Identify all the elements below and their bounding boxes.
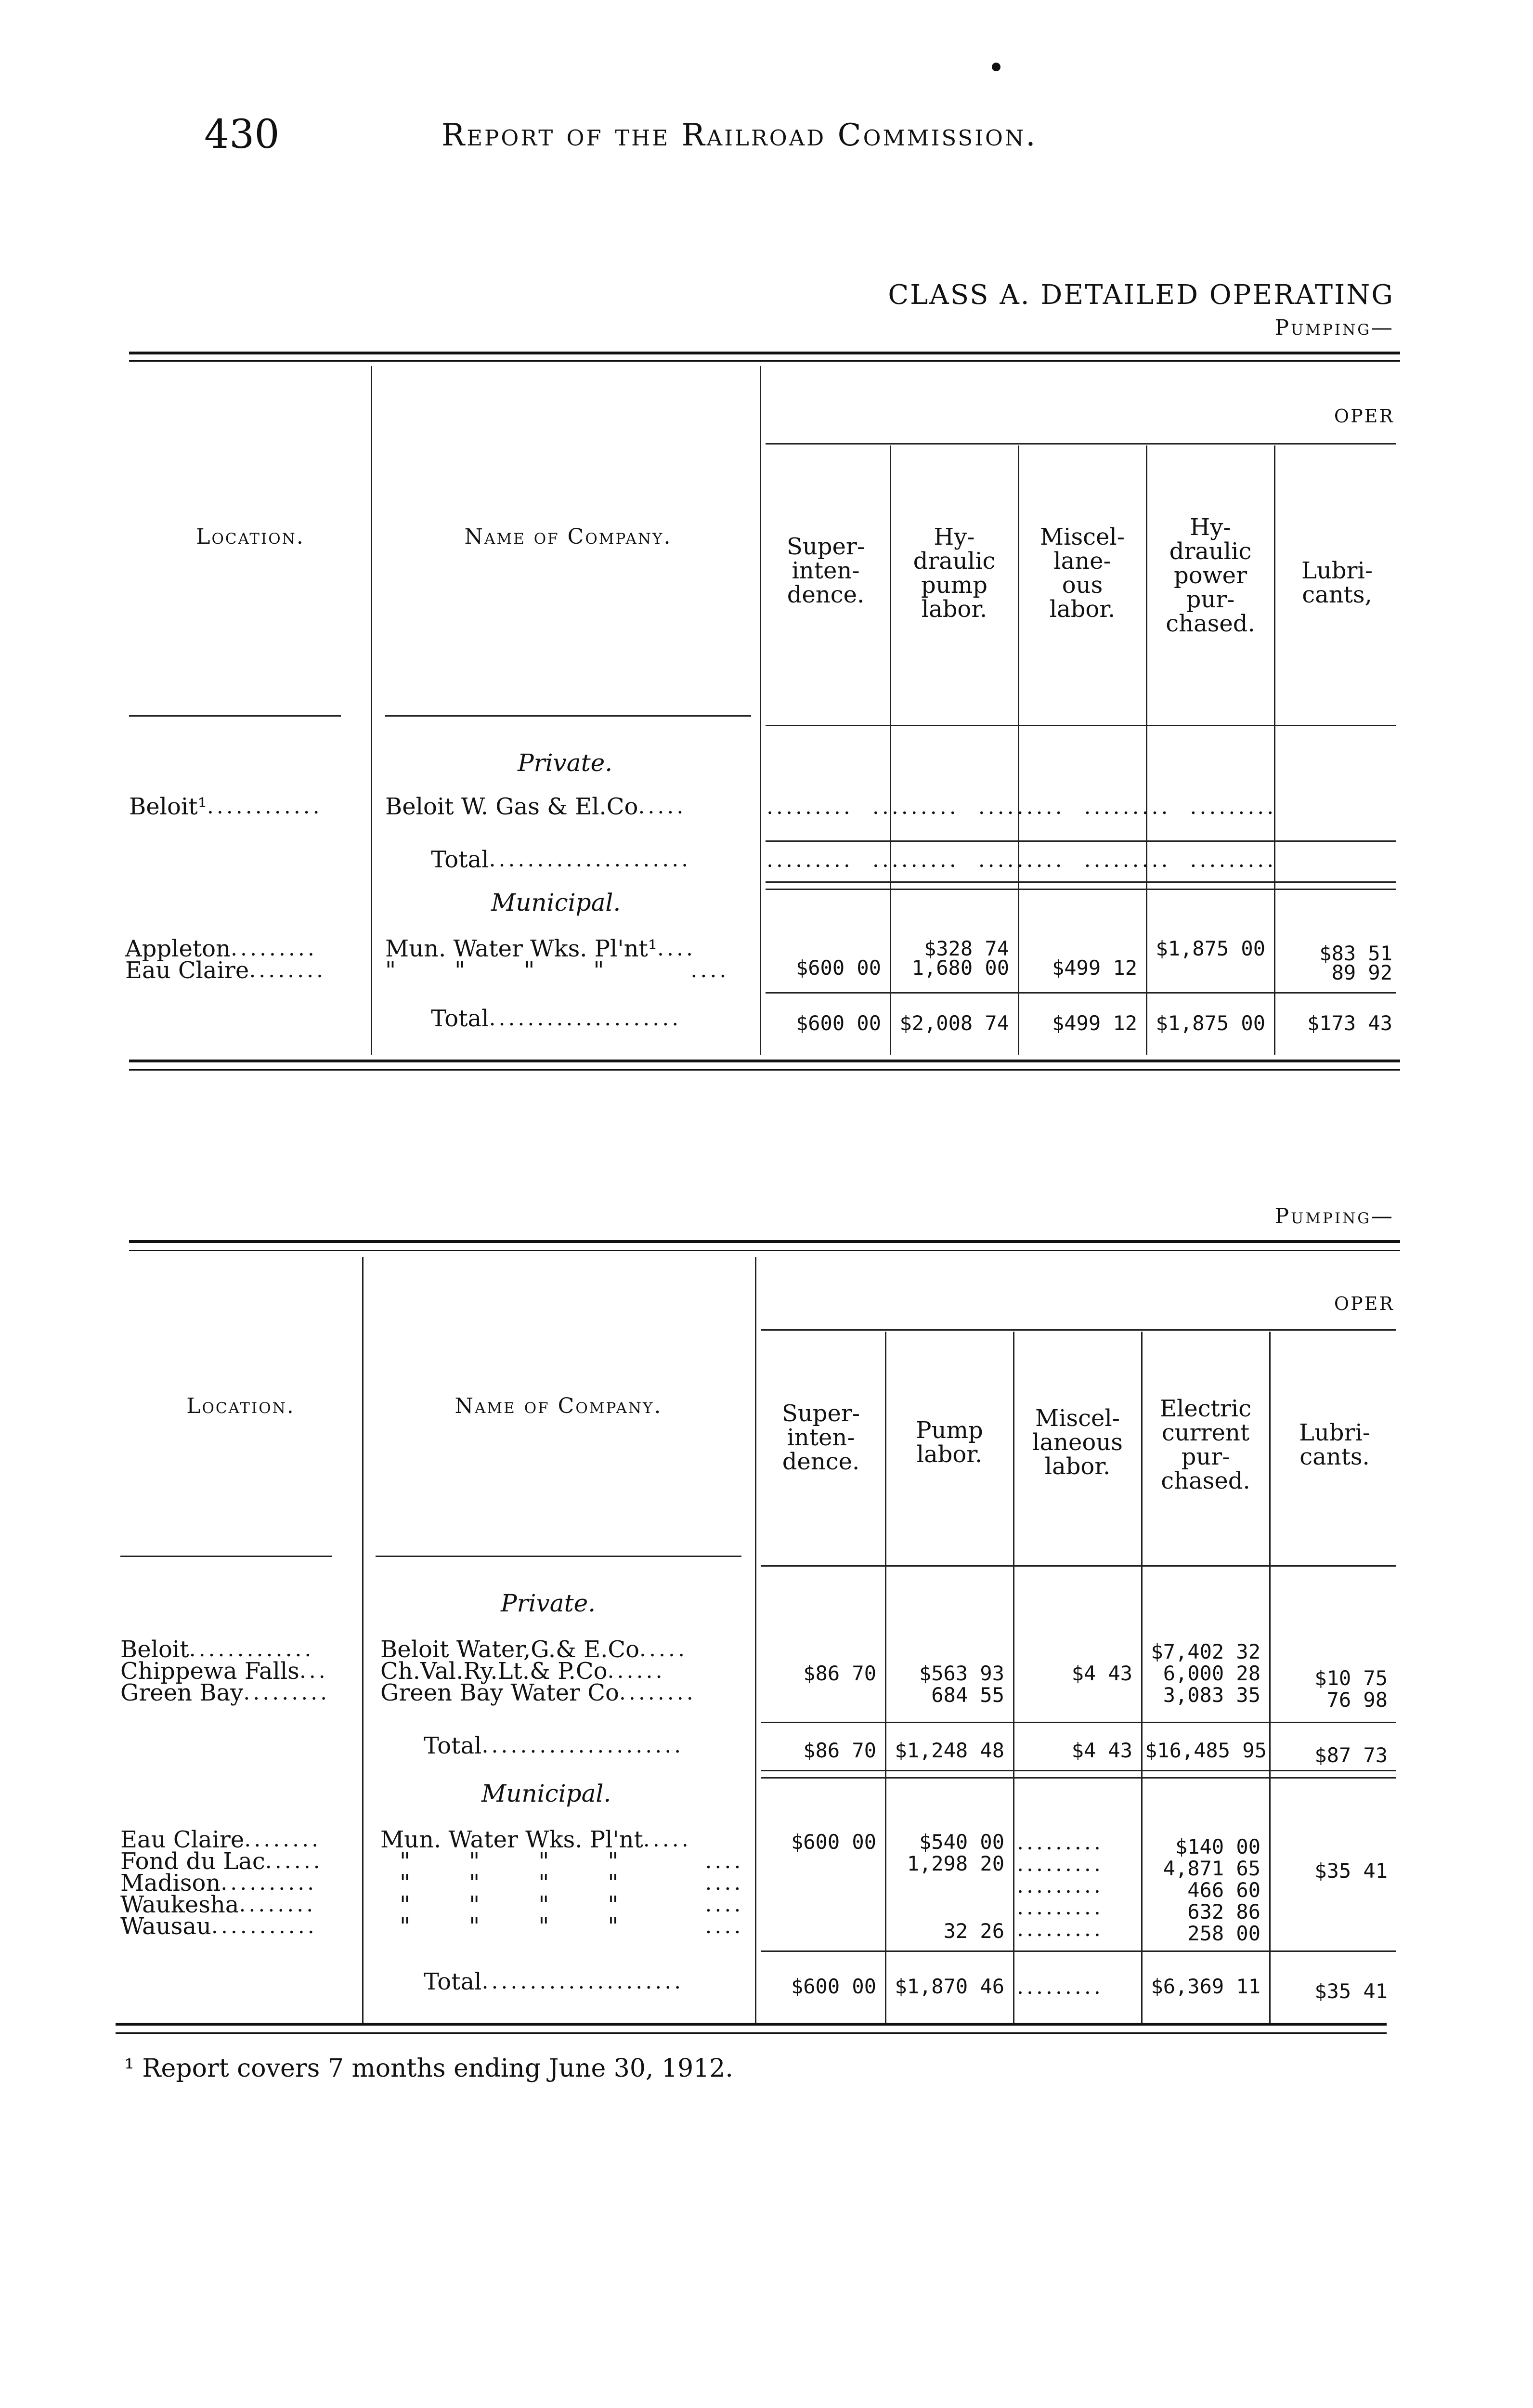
table1-total-cell: $173 43 bbox=[1307, 1011, 1392, 1035]
table2-cell: $4 43 bbox=[1071, 1662, 1132, 1685]
table1-cell: $600 00 bbox=[795, 956, 881, 980]
table1-divider-col1 bbox=[890, 445, 891, 1055]
table2-divider-company bbox=[755, 1257, 756, 2023]
table2-col-superintendence-header: Super- inten- dence. bbox=[781, 1400, 860, 1475]
table2-top-rule-2 bbox=[129, 1250, 1400, 1251]
table1-section-label: Pumping— bbox=[1274, 315, 1394, 340]
table2-cell: $86 70 bbox=[803, 1662, 876, 1685]
table2-cell: $10 75 bbox=[1314, 1666, 1388, 1690]
table2-col-pump-labor-header: Pump labor. bbox=[916, 1417, 983, 1468]
table2-cell: 632 86 bbox=[1187, 1900, 1260, 1924]
table2-private-label: Private. bbox=[501, 1589, 596, 1617]
table2-cell: 76 98 bbox=[1326, 1688, 1388, 1712]
table1-top-rule bbox=[129, 352, 1400, 354]
table1-cell: $499 12 bbox=[1052, 956, 1137, 980]
table1-private-total-empty: ......... ......... ......... ......... ......... bbox=[766, 848, 1277, 872]
table1-municipal-sum-rule bbox=[766, 992, 1396, 994]
table2-divider-col3 bbox=[1141, 1332, 1143, 2023]
table2-cell: $140 00 bbox=[1175, 1835, 1260, 1858]
running-head: Report of the Railroad Commission. bbox=[442, 118, 1038, 153]
table1-total-cell: $499 12 bbox=[1052, 1011, 1137, 1035]
table2-cell: 4,871 65 bbox=[1163, 1857, 1260, 1880]
table1-col-misc-labor-header: Miscel- lane- ous labor. bbox=[1040, 523, 1125, 623]
table1-row-empty-cells: ......... ......... ......... ......... ......... bbox=[766, 795, 1277, 819]
table1-private-sum-rule bbox=[766, 840, 1396, 842]
table2-row-company: " " " " .... bbox=[400, 1870, 744, 1897]
table1-row-location: Appleton ......... bbox=[125, 935, 317, 962]
table2-divider-col4 bbox=[1269, 1332, 1271, 2023]
table1-cell: $328 74 bbox=[923, 937, 1009, 960]
table2-total-empty: ......... bbox=[1017, 1975, 1104, 1999]
table1-municipal-total-label: Total .................... bbox=[431, 1005, 682, 1032]
table2-cell: 684 55 bbox=[931, 1683, 1004, 1707]
table1-private-total-rule bbox=[766, 881, 1396, 883]
table2-col-lubricants-header: Lubri- cants. bbox=[1299, 1419, 1371, 1470]
table2-private-total-label: Total ..................... bbox=[424, 1732, 684, 1759]
table2-misc-labor-empty: ......... bbox=[1017, 1852, 1104, 1876]
table2-header-rule-b bbox=[376, 1556, 741, 1557]
table1-group-label: OPER bbox=[1334, 406, 1394, 427]
table2-total-cell: $35 41 bbox=[1314, 1979, 1388, 2003]
table2-cell: $563 93 bbox=[919, 1662, 1004, 1685]
table2-row-company: " " " " .... bbox=[400, 1913, 744, 1940]
table2-total-cell: $86 70 bbox=[803, 1739, 876, 1762]
table2-company-header: Name of Company. bbox=[455, 1394, 663, 1418]
table1-cell: $1,875 00 bbox=[1156, 937, 1265, 960]
table2-top-rule bbox=[129, 1240, 1400, 1243]
table1-col-lubricants-header: Lubri- cants, bbox=[1301, 557, 1373, 608]
table2-row-location: Fond du Lac ...... bbox=[120, 1848, 323, 1875]
table1-header-rule-c bbox=[766, 725, 1396, 726]
table2-total-cell: $4 43 bbox=[1071, 1739, 1132, 1762]
table1-divider-location bbox=[371, 366, 372, 1055]
table1-divider-col4 bbox=[1274, 445, 1275, 1055]
table2-header-rule-c bbox=[761, 1565, 1396, 1567]
table2-cell: $7,402 32 bbox=[1151, 1640, 1260, 1663]
table2-divider-col1 bbox=[885, 1332, 886, 2023]
table2-row-company: Ch.Val.Ry.Lt.& P.Co ...... bbox=[380, 1658, 665, 1685]
table2-misc-labor-empty: ......... bbox=[1017, 1917, 1104, 1941]
table1-municipal-label: Municipal. bbox=[491, 889, 621, 916]
table1-private-total-rule-2 bbox=[766, 889, 1396, 890]
table1-col-hydraulic-power-header: Hy- draulic power pur- chased. bbox=[1166, 514, 1255, 637]
table2-location-header: Location. bbox=[186, 1394, 295, 1418]
table2-row-location: Beloit ............. bbox=[120, 1636, 314, 1663]
table2-row-location: Wausau ........... bbox=[120, 1913, 317, 1940]
table2-misc-labor-empty: ......... bbox=[1017, 1873, 1104, 1898]
table1-row-company: Mun. Water Wks. Pl'nt¹ .... bbox=[385, 935, 696, 962]
table1-row-company: Beloit W. Gas & El.Co ..... bbox=[385, 793, 687, 820]
table1-bottom-rule-2 bbox=[129, 1069, 1400, 1071]
table2-private-sum-rule bbox=[761, 1722, 1396, 1723]
table2-municipal-sum-rule bbox=[761, 1950, 1396, 1952]
table2-cell: 258 00 bbox=[1187, 1922, 1260, 1945]
table2-row-company: Mun. Water Wks. Pl'nt ..... bbox=[380, 1826, 691, 1853]
table1-top-rule-2 bbox=[129, 360, 1400, 362]
table2-section-label: Pumping— bbox=[1274, 1204, 1394, 1229]
table2-group-underline bbox=[761, 1329, 1396, 1331]
table1-divider-col3 bbox=[1146, 445, 1147, 1055]
table2-row-location: Chippewa Falls ... bbox=[120, 1658, 328, 1685]
table2-total-cell: $6,369 11 bbox=[1151, 1975, 1260, 1998]
table1-group-underline bbox=[766, 443, 1396, 445]
table1-divider-company bbox=[760, 366, 761, 1055]
table2-cell: $35 41 bbox=[1314, 1859, 1388, 1883]
table1-row-location: Beloit¹ ............ bbox=[129, 793, 323, 820]
table1-divider-col2 bbox=[1018, 445, 1019, 1055]
ink-speck bbox=[992, 63, 1000, 71]
table2-header-rule-a bbox=[120, 1556, 332, 1557]
table1-location-header: Location. bbox=[196, 524, 305, 549]
table2-cell: 1,298 20 bbox=[907, 1852, 1004, 1875]
table2-cell: 32 26 bbox=[943, 1919, 1004, 1943]
table1-private-total-label: Total ..................... bbox=[431, 846, 691, 873]
table2-row-location: Green Bay ......... bbox=[120, 1679, 330, 1706]
table1-cell: 89 92 bbox=[1331, 961, 1392, 984]
table1-col-hydraulic-pump-labor-header: Hy- draulic pump labor. bbox=[913, 523, 996, 623]
table1-total-cell: $1,875 00 bbox=[1156, 1011, 1265, 1035]
table2-row-location: Waukesha ........ bbox=[120, 1891, 316, 1918]
table1-header-rule-b bbox=[385, 715, 751, 717]
table2-row-company: " " " " .... bbox=[400, 1891, 744, 1918]
table2-col-misc-labor-header: Miscel- laneous labor. bbox=[1032, 1405, 1123, 1480]
table1-bottom-rule bbox=[129, 1060, 1400, 1062]
table2-bottom-rule bbox=[116, 2023, 1387, 2026]
table2-total-cell: $16,485 95 bbox=[1145, 1739, 1267, 1762]
table2-divider-location bbox=[362, 1257, 364, 2023]
table2-cell: 6,000 28 bbox=[1163, 1662, 1260, 1685]
table2-private-total-rule bbox=[761, 1770, 1396, 1771]
table2-row-company: " " " " .... bbox=[400, 1848, 744, 1875]
table1-row-location: Eau Claire ........ bbox=[125, 957, 326, 984]
table2-total-cell: $87 73 bbox=[1314, 1743, 1388, 1767]
table2-cell: $540 00 bbox=[919, 1830, 1004, 1854]
page-number: 430 bbox=[204, 112, 280, 157]
table2-misc-labor-empty: ......... bbox=[1017, 1895, 1104, 1920]
table2-group-label: OPER bbox=[1334, 1293, 1394, 1314]
table1-row-company: " " " " .... bbox=[385, 957, 729, 984]
table2-municipal-label: Municipal. bbox=[481, 1780, 611, 1807]
table2-row-company: Beloit Water,G.& E.Co ..... bbox=[380, 1636, 688, 1663]
table2-cell: 466 60 bbox=[1187, 1878, 1260, 1902]
table2-municipal-total-label: Total ..................... bbox=[424, 1968, 684, 1995]
table2-cell: $600 00 bbox=[791, 1830, 876, 1854]
table1-total-cell: $600 00 bbox=[795, 1011, 881, 1035]
table2-row-location: Eau Claire ........ bbox=[120, 1826, 322, 1853]
table2-total-cell: $1,870 46 bbox=[895, 1975, 1004, 1998]
table2-total-cell: $1,248 48 bbox=[895, 1739, 1004, 1762]
footnote: ¹ Report covers 7 months ending June 30, 1912. bbox=[124, 2054, 733, 2083]
table2-misc-labor-empty: ......... bbox=[1017, 1830, 1104, 1855]
table1-cell: $83 51 bbox=[1319, 942, 1392, 965]
table2-col-electric-current-header: Electric current pur- chased. bbox=[1159, 1395, 1252, 1494]
table1-cell: 1,680 00 bbox=[911, 956, 1009, 980]
table2-cell: 3,083 35 bbox=[1163, 1683, 1260, 1707]
table2-divider-col2 bbox=[1013, 1332, 1014, 2023]
table2-total-cell: $600 00 bbox=[791, 1975, 876, 1998]
table1-col-superintendence-header: Super- inten- dence. bbox=[786, 533, 865, 608]
table2-row-location: Madison .......... bbox=[120, 1870, 317, 1897]
table2-bottom-rule-2 bbox=[116, 2032, 1387, 2034]
table1-header-rule-a bbox=[129, 715, 341, 717]
table1-title: CLASS A. DETAILED OPERATING bbox=[888, 279, 1394, 311]
table1-total-cell: $2,008 74 bbox=[899, 1011, 1009, 1035]
table2-private-total-rule-2 bbox=[761, 1777, 1396, 1779]
table1-private-label: Private. bbox=[518, 749, 613, 777]
table1-company-header: Name of Company. bbox=[464, 524, 672, 549]
table2-row-company: Green Bay Water Co ........ bbox=[380, 1679, 696, 1706]
